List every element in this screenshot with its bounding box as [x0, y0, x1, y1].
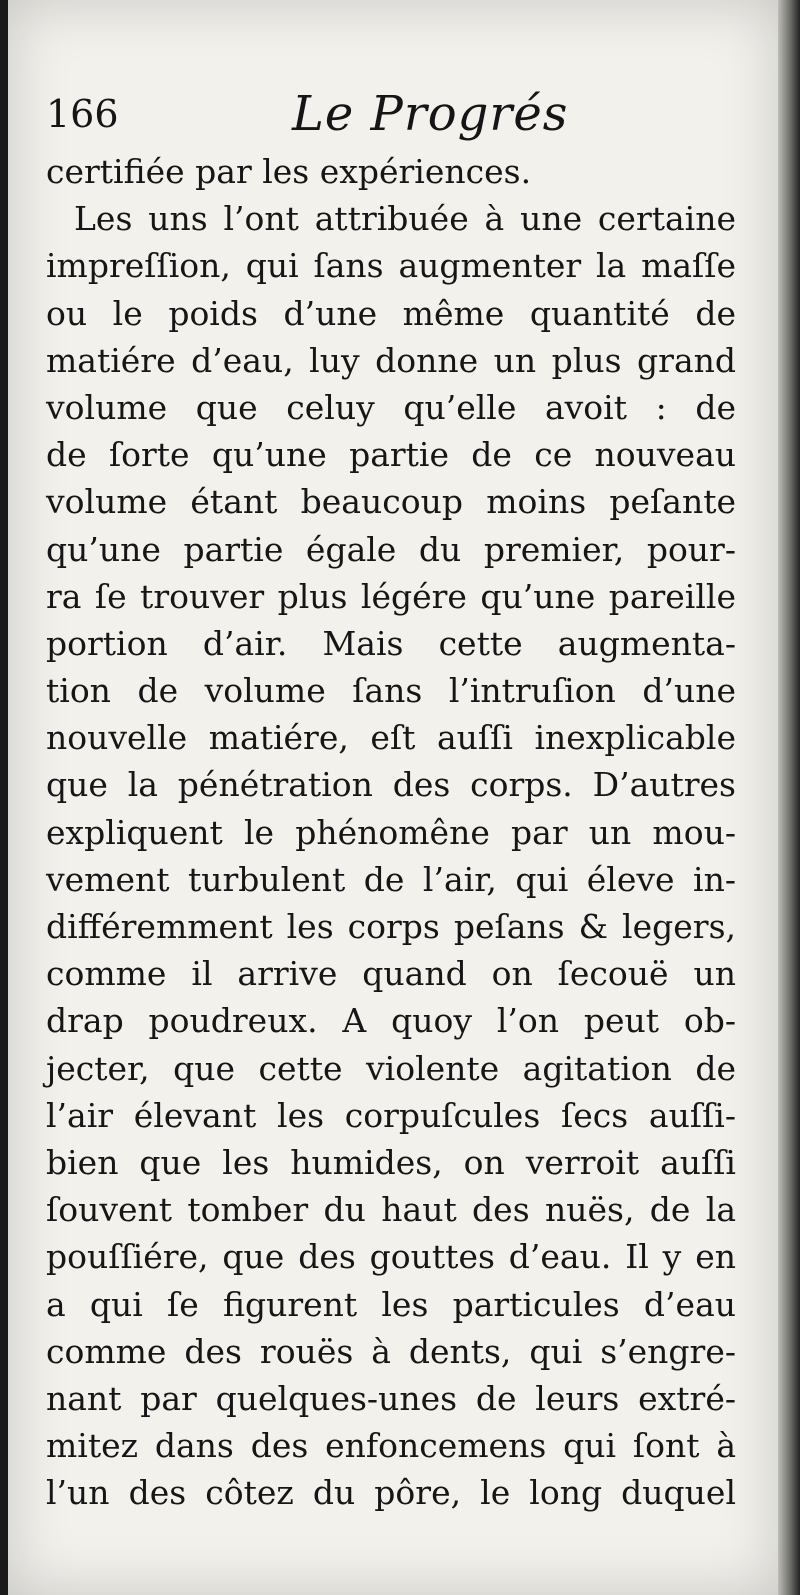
text-line: impreſſion, qui ſans augmenter la maſſe [46, 246, 736, 286]
text-line: l’un des côtez du pôre, le long duquel [46, 1473, 736, 1513]
text-line: volume étant beaucoup moins peſante [46, 482, 736, 522]
text-line: tion de volume ſans l’intruſion d’une [46, 671, 736, 711]
text-line: bien que les humides, on verroit auſſi [46, 1142, 736, 1182]
text-line: ſouvent tomber du haut des nuës, de la [46, 1190, 736, 1230]
text-line: drap poudreux. A quoy l’on peut ob- [46, 1001, 736, 1041]
text-line: Les uns l’ont attribuée à une certaine [74, 199, 736, 239]
text-line: nouvelle matiére, eſt auſſi inexplicable [46, 718, 736, 758]
text-line: ra ſe trouver plus légére qu’une pareille [46, 576, 736, 616]
page-number: 166 [46, 92, 119, 136]
text-line: expliquent le phénomêne par un mou- [46, 812, 736, 852]
page-edge-shadow [778, 0, 800, 1595]
text-line: pouſſiére, que des gouttes d’eau. Il y en [46, 1237, 736, 1277]
text-line: volume que celuy qu’elle avoit : de [46, 387, 736, 427]
text-line: comme des rouës à dents, qui s’engre- [46, 1331, 736, 1371]
text-line: que la pénétration des corps. D’autres [46, 765, 736, 805]
text-line: matiére d’eau, luy donne un plus grand [46, 340, 736, 380]
running-title: Le Progrés [292, 86, 569, 142]
text-line: qu’une partie égale du premier, pour- [46, 529, 736, 569]
text-line: différemment les corps peſans & legers, [46, 907, 736, 946]
text-line: jecter, que cette violente agitation de [46, 1048, 736, 1088]
text-line: a qui ſe figurent les particules d’eau [46, 1284, 736, 1324]
body-text [46, 148, 736, 1516]
text-line: mitez dans des enfoncemens qui ſont à [46, 1426, 736, 1466]
text-line: certifiée par les expériences. [46, 152, 532, 191]
text-line: de ſorte qu’une partie de ce nouveau [46, 435, 736, 475]
text-line: l’air élevant les corpuſcules ſecs auſſi- [46, 1095, 736, 1135]
book-page [8, 0, 780, 1595]
text-line: vement turbulent de l’air, qui éleve in- [46, 859, 736, 899]
text-line: nant par quelques-unes de leurs extré- [46, 1378, 736, 1418]
page-header [46, 86, 746, 156]
text-line: ou le poids d’une même quantité de [46, 293, 736, 333]
text-line: portion d’air. Mais cette augmenta- [46, 623, 736, 663]
text-line: comme il arrive quand on ſecouë un [46, 954, 736, 994]
